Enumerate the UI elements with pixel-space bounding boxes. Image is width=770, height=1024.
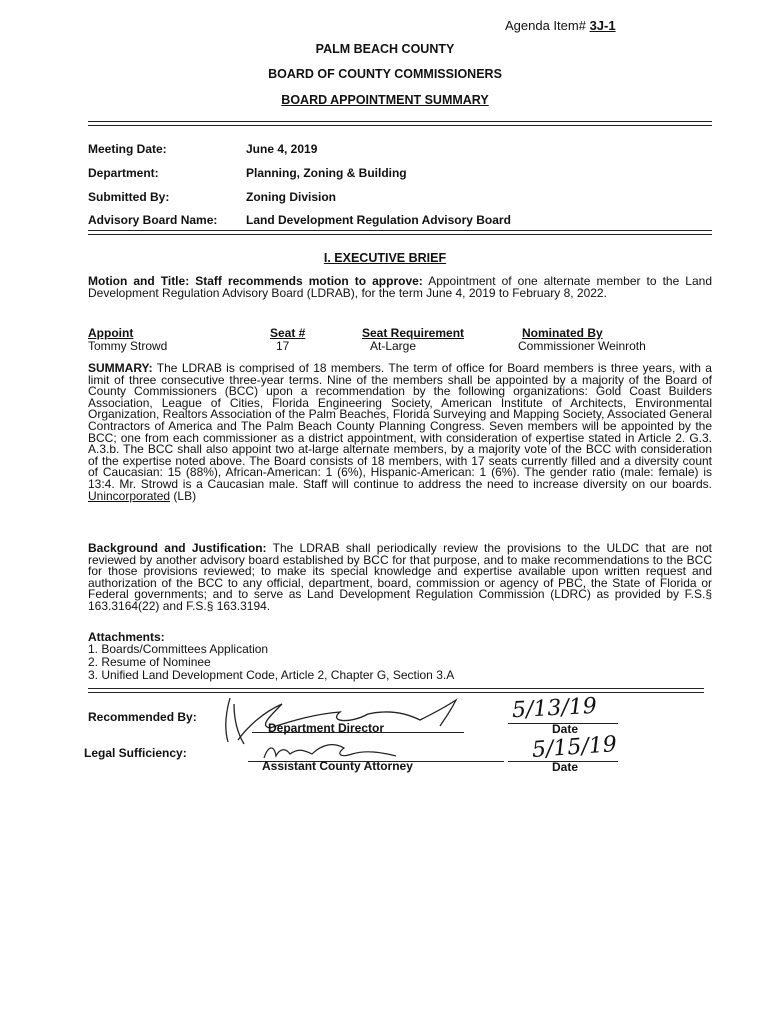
- recommended-by-label: Recommended By:: [88, 710, 197, 724]
- attorney-title: Assistant County Attorney: [262, 759, 413, 773]
- divider: [88, 121, 712, 126]
- agenda-item: [505, 18, 616, 33]
- date-handwritten: 5/13/19: [511, 693, 598, 724]
- motion-label: Motion and Title:: [88, 274, 190, 288]
- meeting-date-label: Meeting Date:: [88, 142, 167, 156]
- board-name: BOARD OF COUNTY COMMISSIONERS: [268, 67, 502, 81]
- submitted-by-value: Zoning Division: [246, 190, 336, 204]
- date-label: Date: [552, 760, 579, 774]
- col-header-appoint: Appoint: [88, 326, 134, 340]
- appointee-name: Tommy Strowd: [88, 339, 168, 353]
- date-handwritten: 5/15/19: [531, 732, 618, 763]
- attachments-list: [88, 643, 454, 682]
- col-header-seat: Seat #: [270, 326, 306, 340]
- summary-label: SUMMARY:: [88, 361, 153, 375]
- date-label: Date: [552, 722, 579, 736]
- legal-sufficiency-label: Legal Sufficiency:: [84, 746, 187, 760]
- background-paragraph: [88, 543, 712, 613]
- seat-requirement: At-Large: [370, 339, 417, 353]
- list-item: 3. Unified Land Development Code, Article 2, Chapter G, Section 3.A: [88, 668, 455, 682]
- department-value: Planning, Zoning & Building: [246, 166, 407, 180]
- advisory-board-label: Advisory Board Name:: [88, 213, 218, 227]
- col-header-nominated-by: Nominated By: [522, 326, 603, 340]
- summary-paragraph: [88, 363, 712, 502]
- department-label: Department:: [88, 166, 159, 180]
- list-item: 1. Boards/Committees Application: [88, 642, 269, 656]
- agenda-number: 3J-1: [589, 18, 616, 33]
- document-title: BOARD APPOINTMENT SUMMARY: [281, 93, 489, 107]
- director-title: Department Director: [268, 721, 385, 735]
- background-label: Background and Justification:: [88, 541, 267, 555]
- nominated-by: Commissioner Weinroth: [518, 339, 646, 353]
- summary-text: The LDRAB is comprised of 18 members. The term of office for Board members is three years, with a limit of three consecutive three-year terms. Nine of the members shall be appointed by a majority of the Board of County Commissioners (BCC) upon a recommendation by the following organizations: Gold Coast Builders Association, League of Cities, Florida Engineering Society, American Institute of Architects, Environmental Organization, Realtors Association of the Palm Beaches, Florida Surveying and Mapping Society, Associated General Contractors of America and The Palm Beach County Planning Congress. Seven members will be appointed by the BCC; one from each commissioner as a district appointment, with consideration of expertise stated in Article 2. G.3. A.3.b. The BCC shall also appoint two at-large alternate members, by a majority vote of the BCC with consideration of the expertise noted above. The Board consists of 18 members, with 17 seats currently filled and a diversity count of Caucasian: 15 (88%), African-American: 1 (6%), Hispanic-American: 1 (6%). The gender ratio (male: female) is 13:4. Mr. Strowd is a Caucasian male. Staff will continue to address the need to increase diversity on our boards.: [88, 361, 712, 491]
- advisory-board-value: Land Development Regulation Advisory Board: [246, 213, 511, 227]
- county-name: PALM BEACH COUNTY: [315, 42, 455, 56]
- attachments-label: Attachments:: [88, 630, 165, 644]
- motion-bold-text: Staff recommends motion to approve:: [195, 274, 423, 288]
- col-header-seat-requirement: Seat Requirement: [362, 326, 465, 340]
- agenda-label: Agenda Item#: [505, 18, 586, 33]
- list-item: 2. Resume of Nominee: [88, 655, 211, 669]
- summary-initials: (LB): [173, 488, 197, 503]
- background-text: The LDRAB shall periodically review the provisions to the ULDC that are not reviewed by another advisory board established by BCC for that purpose, and to make recommendations to the BCC for those provisions reviewed; to make its special knowledge and expertise available upon written request and authorization of the BCC to any official, department, board, commission or agency of PBC, the State of Florida or Federal governments; and to serve as Land Development Regulation Commission (LDRC) as provided by F.S.§ 163.3164(22) and F.S.§ 163.3194.: [88, 541, 712, 613]
- motion-paragraph: [88, 276, 712, 299]
- summary-district: Unincorporated: [88, 488, 171, 503]
- submitted-by-label: Submitted By:: [88, 190, 170, 204]
- motion-text: Appointment of one alternate member to the Land Development Regulation Advisory Board (LDRAB), for the term June 4, 2019 to February 8, 2022.: [88, 274, 713, 300]
- seat-number: 17: [276, 339, 290, 353]
- meeting-date-value: June 4, 2019: [246, 142, 318, 156]
- section-heading: I. EXECUTIVE BRIEF: [323, 251, 447, 265]
- divider: [88, 230, 712, 235]
